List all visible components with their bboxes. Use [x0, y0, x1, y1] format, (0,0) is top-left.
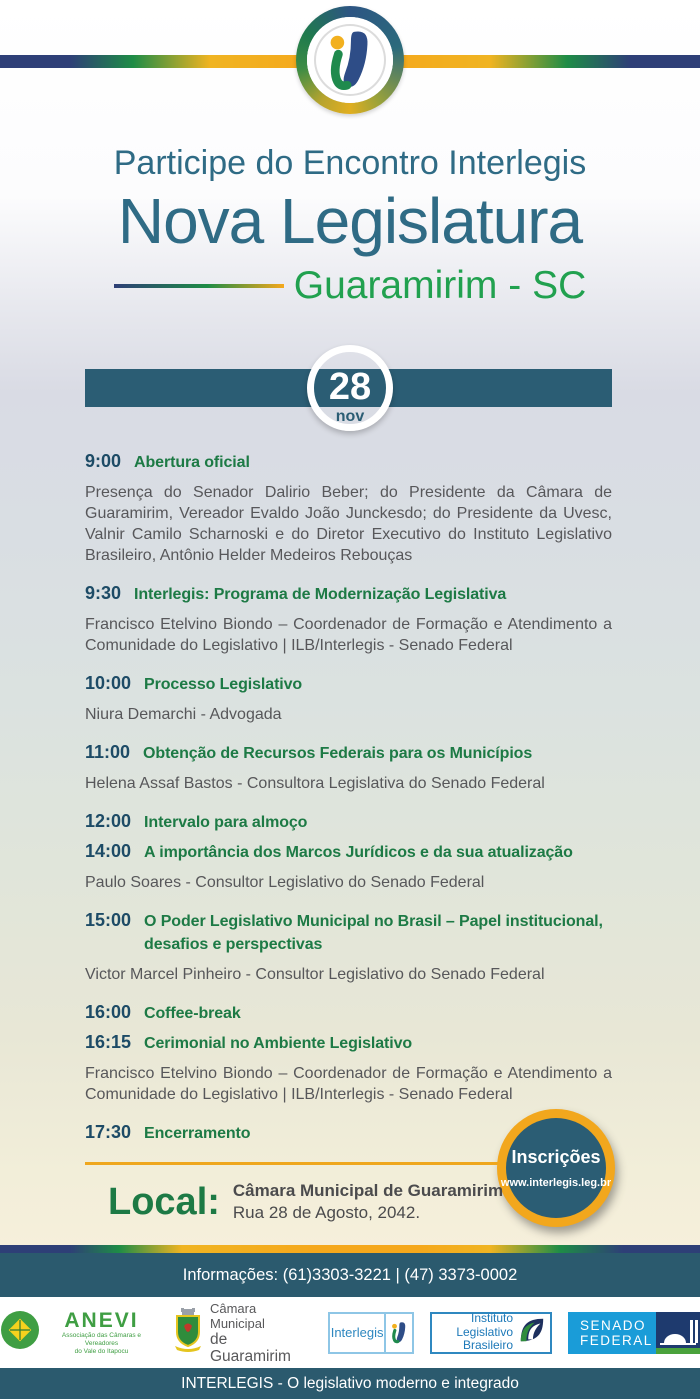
venue-block — [108, 1180, 503, 1224]
schedule-title: Interlegis: Programa de Modernização Legislativa — [134, 586, 507, 604]
schedule-item — [85, 450, 612, 566]
schedule-item-head — [85, 909, 612, 955]
schedule-description: Victor Marcel Pinheiro - Consultor Legislativo do Senado Federal — [85, 965, 545, 983]
schedule-time: 14:00 — [85, 841, 132, 862]
interlegis-logo-badge — [328, 1312, 414, 1354]
partner-logos-strip — [0, 1297, 700, 1368]
schedule-item — [85, 741, 612, 794]
schedule-title: Encerramento — [144, 1124, 251, 1142]
schedule-title: Coffee-break — [144, 1004, 241, 1022]
schedule-item-head — [85, 1001, 612, 1025]
venue-label: Local: — [108, 1180, 220, 1223]
anevi-logo — [0, 1310, 157, 1356]
schedule-description: Francisco Etelvino Biondo – Coordenador de Formação e Atendimento a Comunidade do Legislativo | ILB/Interlegis - Senado Federal — [85, 616, 612, 655]
schedule-item — [85, 1031, 612, 1105]
ilb-line1: Instituto Legislativo — [456, 1311, 514, 1339]
schedule-description: Presença do Senador Dalirio Beber; do Presidente da Câmara de Guaramirim, Vereador Evaldo João Junckesdo; do Presidente da Uvesc, Valnir Camilo Scharnoski e do Diretor Executivo do Instituto Legislativo Brasileiro, Antônio Helder Medeiros Rebouças — [85, 484, 612, 565]
senado-line2: FEDERAL — [580, 1332, 653, 1348]
poster-subtitle: Participe do Encontro Interlegis — [113, 144, 587, 182]
date-month: nov — [335, 408, 365, 425]
schedule-title: Intervalo para almoço — [144, 814, 308, 832]
ilb-line2: Brasileiro — [463, 1338, 514, 1353]
schedule-item — [85, 810, 612, 834]
guaramirim-crest-icon — [173, 1308, 203, 1357]
schedule-description: Francisco Etelvino Biondo – Coordenador de Formação e Atendimento a Comunidade do Legislativo | ILB/Interlegis - Senado Federal — [85, 1064, 612, 1103]
schedule-time: 9:00 — [85, 451, 122, 471]
schedule-item-head — [85, 741, 612, 765]
schedule-time: 10:00 — [85, 673, 132, 694]
schedule-title: O Poder Legislativo Municipal no Brasil – Papel institucional, desafios e perspectivas — [144, 913, 603, 953]
schedule-item-head — [85, 810, 612, 834]
senado-line1: SENADO — [580, 1317, 647, 1333]
registration-url-link[interactable]: www.interlegis.leg.br — [500, 1177, 612, 1189]
schedule-title: Obtenção de Recursos Federais para os Municípios — [143, 745, 533, 763]
schedule-time: 11:00 — [85, 742, 131, 763]
venue-address: Rua 28 de Agosto, 2042. — [232, 1203, 421, 1222]
schedule-item-head — [85, 840, 612, 864]
schedule-item-head — [85, 450, 612, 474]
interlegis-mark-icon — [307, 17, 393, 103]
anevi-icon — [0, 1310, 40, 1355]
date-badge — [307, 345, 393, 431]
interlegis-badge-label: Interlegis — [330, 1325, 384, 1340]
schedule-time: 12:00 — [85, 811, 132, 832]
interlegis-badge-icon — [384, 1314, 412, 1352]
schedule-item — [85, 582, 612, 656]
ilb-logo-badge — [430, 1312, 552, 1354]
schedule-item — [85, 840, 612, 893]
schedule-item-head — [85, 672, 612, 696]
city-row — [0, 264, 700, 308]
camara-line2: de Guaramirim — [209, 1330, 291, 1365]
guaramirim-crest-logo — [173, 1301, 312, 1365]
schedule-time: 17:30 — [85, 1121, 132, 1142]
schedule-time: 16:15 — [85, 1031, 132, 1052]
anevi-subtitle-2: do Vale do Itapocu — [74, 1347, 129, 1355]
schedule-title: Abertura oficial — [134, 454, 250, 471]
schedule-list — [85, 434, 612, 1145]
schedule-description: Niura Demarchi - Advogada — [85, 706, 282, 724]
schedule-time: 16:00 — [85, 1001, 132, 1022]
schedule-description: Helena Assaf Bastos - Consultora Legislativa do Senado Federal — [85, 775, 545, 793]
city-label: Guaramirim - SC — [293, 264, 587, 307]
tagline-bar: INTERLEGIS - O legislativo moderno e integrado — [0, 1368, 700, 1399]
date-day: 28 — [328, 366, 372, 408]
schedule-item-head — [85, 582, 612, 606]
title-block — [0, 142, 700, 308]
venue-name: Câmara Municipal de Guaramirim — [232, 1181, 504, 1200]
city-divider-line — [114, 284, 284, 288]
schedule-time: 9:30 — [85, 583, 122, 604]
poster-title: Nova Legislatura — [117, 185, 583, 257]
interlegis-logo-circle — [296, 6, 404, 114]
contact-info-bar: Informações: (61)3303-3221 | (47) 3373-0002 — [0, 1253, 700, 1297]
schedule-description: Paulo Soares - Consultor Legislativo do Senado Federal — [85, 874, 485, 892]
schedule-item — [85, 672, 612, 725]
registration-label: Inscrições — [511, 1147, 601, 1167]
ilb-icon — [518, 1316, 546, 1349]
senado-federal-logo — [568, 1312, 700, 1354]
senado-congress-icon — [656, 1312, 700, 1354]
venue-divider-line — [85, 1162, 498, 1165]
schedule-item-head — [85, 1031, 612, 1055]
schedule-title: Processo Legislativo — [144, 676, 303, 694]
footer-gradient-bar — [0, 1245, 700, 1253]
schedule-item — [85, 1001, 612, 1025]
registration-badge-inner — [500, 1118, 612, 1218]
anevi-subtitle-1: Associação das Câmaras e Vereadores — [61, 1331, 142, 1347]
schedule-time: 15:00 — [85, 910, 132, 931]
anevi-title: ANEVI — [64, 1308, 139, 1332]
schedule-title: A importância dos Marcos Jurídicos e da sua atualização — [144, 844, 573, 862]
schedule-title: Cerimonial no Ambiente Legislativo — [144, 1034, 413, 1052]
registration-badge[interactable] — [497, 1109, 615, 1227]
schedule-item — [85, 909, 612, 984]
camara-line1: Câmara Municipal — [209, 1300, 265, 1331]
